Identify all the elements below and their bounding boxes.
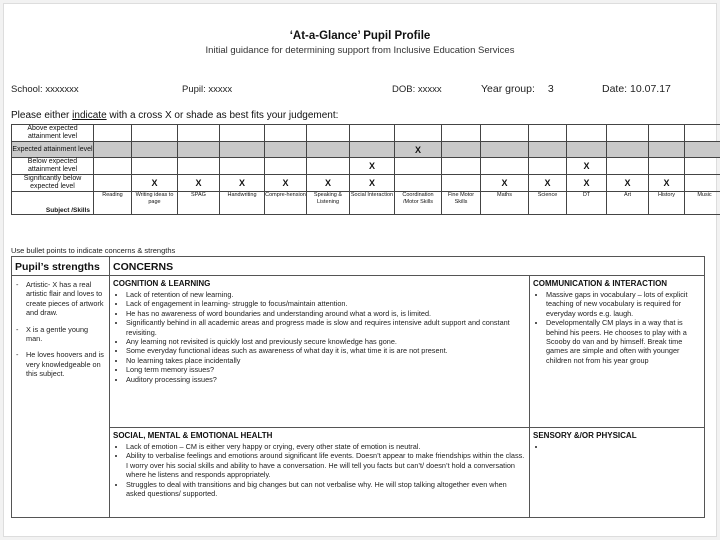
attainment-mark-cell[interactable] <box>395 158 442 175</box>
document-page <box>3 3 717 537</box>
instruction-text-end: with a cross X or shade as best fits your judgement: <box>106 110 339 121</box>
attainment-mark-cell[interactable]: X <box>395 142 442 158</box>
subject-label: Art <box>607 192 649 215</box>
attainment-mark-cell[interactable] <box>132 158 178 175</box>
attainment-mark-cell[interactable] <box>265 158 307 175</box>
attainment-row <box>12 142 720 158</box>
attainment-mark-cell[interactable] <box>395 125 442 142</box>
subject-label: Handwriting <box>220 192 265 215</box>
attainment-mark-cell[interactable]: X <box>607 175 649 192</box>
attainment-row-label: Above expected attainment level <box>12 125 94 142</box>
attainment-mark-cell[interactable]: X <box>265 175 307 192</box>
school-field: School: xxxxxxx <box>11 84 79 95</box>
year-group-field <box>481 83 554 95</box>
attainment-mark-cell[interactable] <box>307 158 350 175</box>
cognition-cell <box>110 276 530 428</box>
list-item: • Struggles to deal with transitions and big changes but can not verbalise why. He will stop talking altogether even when asked questions/ supported. <box>126 480 526 499</box>
subject-label: Writing ideas to page <box>132 192 178 215</box>
attainment-mark-cell[interactable]: X <box>481 175 529 192</box>
subject-label: History <box>649 192 685 215</box>
attainment-mark-cell[interactable] <box>607 142 649 158</box>
attainment-mark-cell[interactable] <box>442 175 481 192</box>
social-list <box>113 442 526 498</box>
attainment-mark-cell[interactable]: X <box>567 175 607 192</box>
attainment-mark-cell[interactable] <box>607 158 649 175</box>
attainment-mark-cell[interactable] <box>649 158 685 175</box>
year-group-value: 3 <box>547 83 554 95</box>
attainment-mark-cell[interactable] <box>649 125 685 142</box>
subject-label: Reading <box>94 192 132 215</box>
attainment-mark-cell[interactable] <box>307 125 350 142</box>
list-item: • Auditory processing issues? <box>126 375 526 384</box>
attainment-mark-cell[interactable] <box>529 125 567 142</box>
attainment-mark-cell[interactable] <box>94 158 132 175</box>
attainment-mark-cell[interactable] <box>442 142 481 158</box>
attainment-mark-cell[interactable] <box>220 142 265 158</box>
social-cell <box>110 428 530 518</box>
instruction-underlined: indicate <box>72 110 107 121</box>
attainment-mark-cell[interactable] <box>132 125 178 142</box>
list-item: • Any learning not revisited is quickly lost and previously secure knowledge has gone. <box>126 337 526 346</box>
sensory-list <box>533 442 701 451</box>
list-item: • Developmentally CM plays in a way that is behind his peers. He chooses to play with a Scooby do van and by himself. Break time games are simple and often with younger children not from his year group <box>546 318 701 365</box>
attainment-mark-cell[interactable] <box>442 125 481 142</box>
profile-table <box>11 256 705 518</box>
year-group-label: Year group: <box>481 83 535 95</box>
attainment-mark-cell[interactable] <box>685 175 720 192</box>
strengths-header-cell <box>12 257 110 276</box>
attainment-row <box>12 125 720 142</box>
list-item: • Lack of retention of new learning. <box>126 290 526 299</box>
subject-label: Social Interaction <box>350 192 395 215</box>
attainment-instruction <box>11 110 338 121</box>
attainment-mark-cell[interactable]: X <box>529 175 567 192</box>
cognition-title: COGNITION & LEARNING <box>113 279 211 288</box>
list-item: • Ability to verbalise feelings and emotions around significant life events. Doesn’t appear to make friendships within the class. I worry over his social skills and ability to have a conversation. He will tell you facts but can’t/ doesn’t hold a conversation where he listens and responds appropriately. <box>126 451 526 479</box>
subject-label: SPAG <box>178 192 220 215</box>
attainment-mark-cell[interactable] <box>607 125 649 142</box>
attainment-mark-cell[interactable] <box>265 125 307 142</box>
subject-header-row <box>12 192 720 215</box>
strengths-list <box>15 280 106 379</box>
attainment-mark-cell[interactable] <box>94 142 132 158</box>
list-item: - Artistic- X has a real artistic flair and loves to create pieces of artwork and draw. <box>26 280 106 318</box>
attainment-mark-cell[interactable]: X <box>350 175 395 192</box>
attainment-mark-cell[interactable] <box>307 142 350 158</box>
attainment-row <box>12 158 720 175</box>
attainment-mark-cell[interactable] <box>94 175 132 192</box>
list-item: - X is a gentle young man. <box>26 325 106 344</box>
attainment-mark-cell[interactable] <box>481 142 529 158</box>
list-item: • Long term memory issues? <box>126 365 526 374</box>
date-field: Date: 10.07.17 <box>602 83 671 95</box>
list-item <box>546 442 701 451</box>
subject-label: Coordination /Motor Skills <box>395 192 442 215</box>
attainment-mark-cell[interactable] <box>350 142 395 158</box>
attainment-mark-cell[interactable] <box>94 125 132 142</box>
attainment-mark-cell[interactable] <box>685 142 720 158</box>
list-item: • Significantly behind in all academic areas and progress made is slow and requires intensive adult support and constant revisiting. <box>126 318 526 337</box>
subject-label: Music <box>685 192 720 215</box>
attainment-row-label: Significantly below expected level <box>12 175 94 192</box>
communication-list <box>533 290 701 365</box>
list-item: • Massive gaps in vocabulary – lots of explicit teaching of new vocabulary is required for everyday words e.g. laugh. <box>546 290 701 318</box>
attainment-mark-cell[interactable] <box>567 142 607 158</box>
social-title: SOCIAL, MENTAL & EMOTIONAL HEALTH <box>113 431 273 440</box>
cognition-list <box>113 290 526 384</box>
pupil-field: Pupil: xxxxx <box>182 84 233 95</box>
strengths-heading: Pupil’s strengths <box>15 261 100 273</box>
attainment-mark-cell[interactable] <box>529 158 567 175</box>
attainment-mark-cell[interactable] <box>132 142 178 158</box>
strengths-cell <box>12 276 110 518</box>
subject-label: Fine Motor Skills <box>442 192 481 215</box>
concerns-header-cell <box>110 257 705 276</box>
subject-label: Maths <box>481 192 529 215</box>
sensory-cell <box>530 428 705 518</box>
communication-title: COMMUNICATION & INTERACTION <box>533 279 668 288</box>
attainment-mark-cell[interactable] <box>178 125 220 142</box>
attainment-mark-cell[interactable] <box>685 158 720 175</box>
communication-cell <box>530 276 705 428</box>
list-item: • Lack of emotion – CM is either very happy or crying, every other state of emotion is neutral. <box>126 442 526 451</box>
bullet-instruction: Use bullet points to indicate concerns & strengths <box>11 246 176 255</box>
attainment-mark-cell[interactable] <box>220 158 265 175</box>
attainment-row-label: Below expected attainment level <box>12 158 94 175</box>
sensory-title: SENSORY &/OR PHYSICAL <box>533 431 637 440</box>
attainment-mark-cell[interactable] <box>178 142 220 158</box>
attainment-mark-cell[interactable] <box>265 142 307 158</box>
subject-label: DT <box>567 192 607 215</box>
attainment-row <box>12 175 720 192</box>
concerns-heading: CONCERNS <box>113 261 174 273</box>
attainment-mark-cell[interactable] <box>178 158 220 175</box>
attainment-mark-cell[interactable]: X <box>178 175 220 192</box>
attainment-grid <box>11 124 720 215</box>
subject-label: Science <box>529 192 567 215</box>
attainment-mark-cell[interactable] <box>220 125 265 142</box>
attainment-mark-cell[interactable]: X <box>307 175 350 192</box>
dob-field: DOB: xxxxx <box>392 84 442 95</box>
attainment-mark-cell[interactable] <box>567 125 607 142</box>
attainment-mark-cell[interactable]: X <box>132 175 178 192</box>
attainment-mark-cell[interactable] <box>395 175 442 192</box>
list-item: - He loves hoovers and is very knowledgeable on this subject. <box>26 350 106 378</box>
attainment-mark-cell[interactable]: X <box>220 175 265 192</box>
list-item: • Some everyday functional ideas such as awareness of what day it is, what time it is are not present. <box>126 346 526 355</box>
attainment-mark-cell[interactable] <box>481 125 529 142</box>
attainment-mark-cell[interactable]: X <box>567 158 607 175</box>
list-item: • Lack of engagement in learning- struggle to focus/maintain attention. <box>126 299 526 308</box>
instruction-text: Please either <box>11 110 73 121</box>
attainment-mark-cell[interactable] <box>649 142 685 158</box>
subject-header-label: Subject /Skills <box>12 192 94 215</box>
attainment-mark-cell[interactable]: X <box>350 158 395 175</box>
attainment-row-label: Expected attainment level <box>12 142 94 158</box>
list-item: • No learning takes place incidentally <box>126 356 526 365</box>
page-title: ‘At-a-Glance’ Pupil Profile <box>289 30 431 42</box>
subject-label: Speaking & Listening <box>307 192 350 215</box>
attainment-mark-cell[interactable] <box>350 125 395 142</box>
subject-label: Compre-hension <box>265 192 307 215</box>
attainment-mark-cell[interactable] <box>481 158 529 175</box>
attainment-mark-cell[interactable] <box>442 158 481 175</box>
attainment-mark-cell[interactable]: X <box>649 175 685 192</box>
attainment-mark-cell[interactable] <box>529 142 567 158</box>
page-subtitle: Initial guidance for determining support from Inclusive Education Services <box>205 45 515 56</box>
list-item: • He has no awareness of word boundaries and understanding around what a word is, is limited. <box>126 309 526 318</box>
attainment-mark-cell[interactable] <box>685 125 720 142</box>
